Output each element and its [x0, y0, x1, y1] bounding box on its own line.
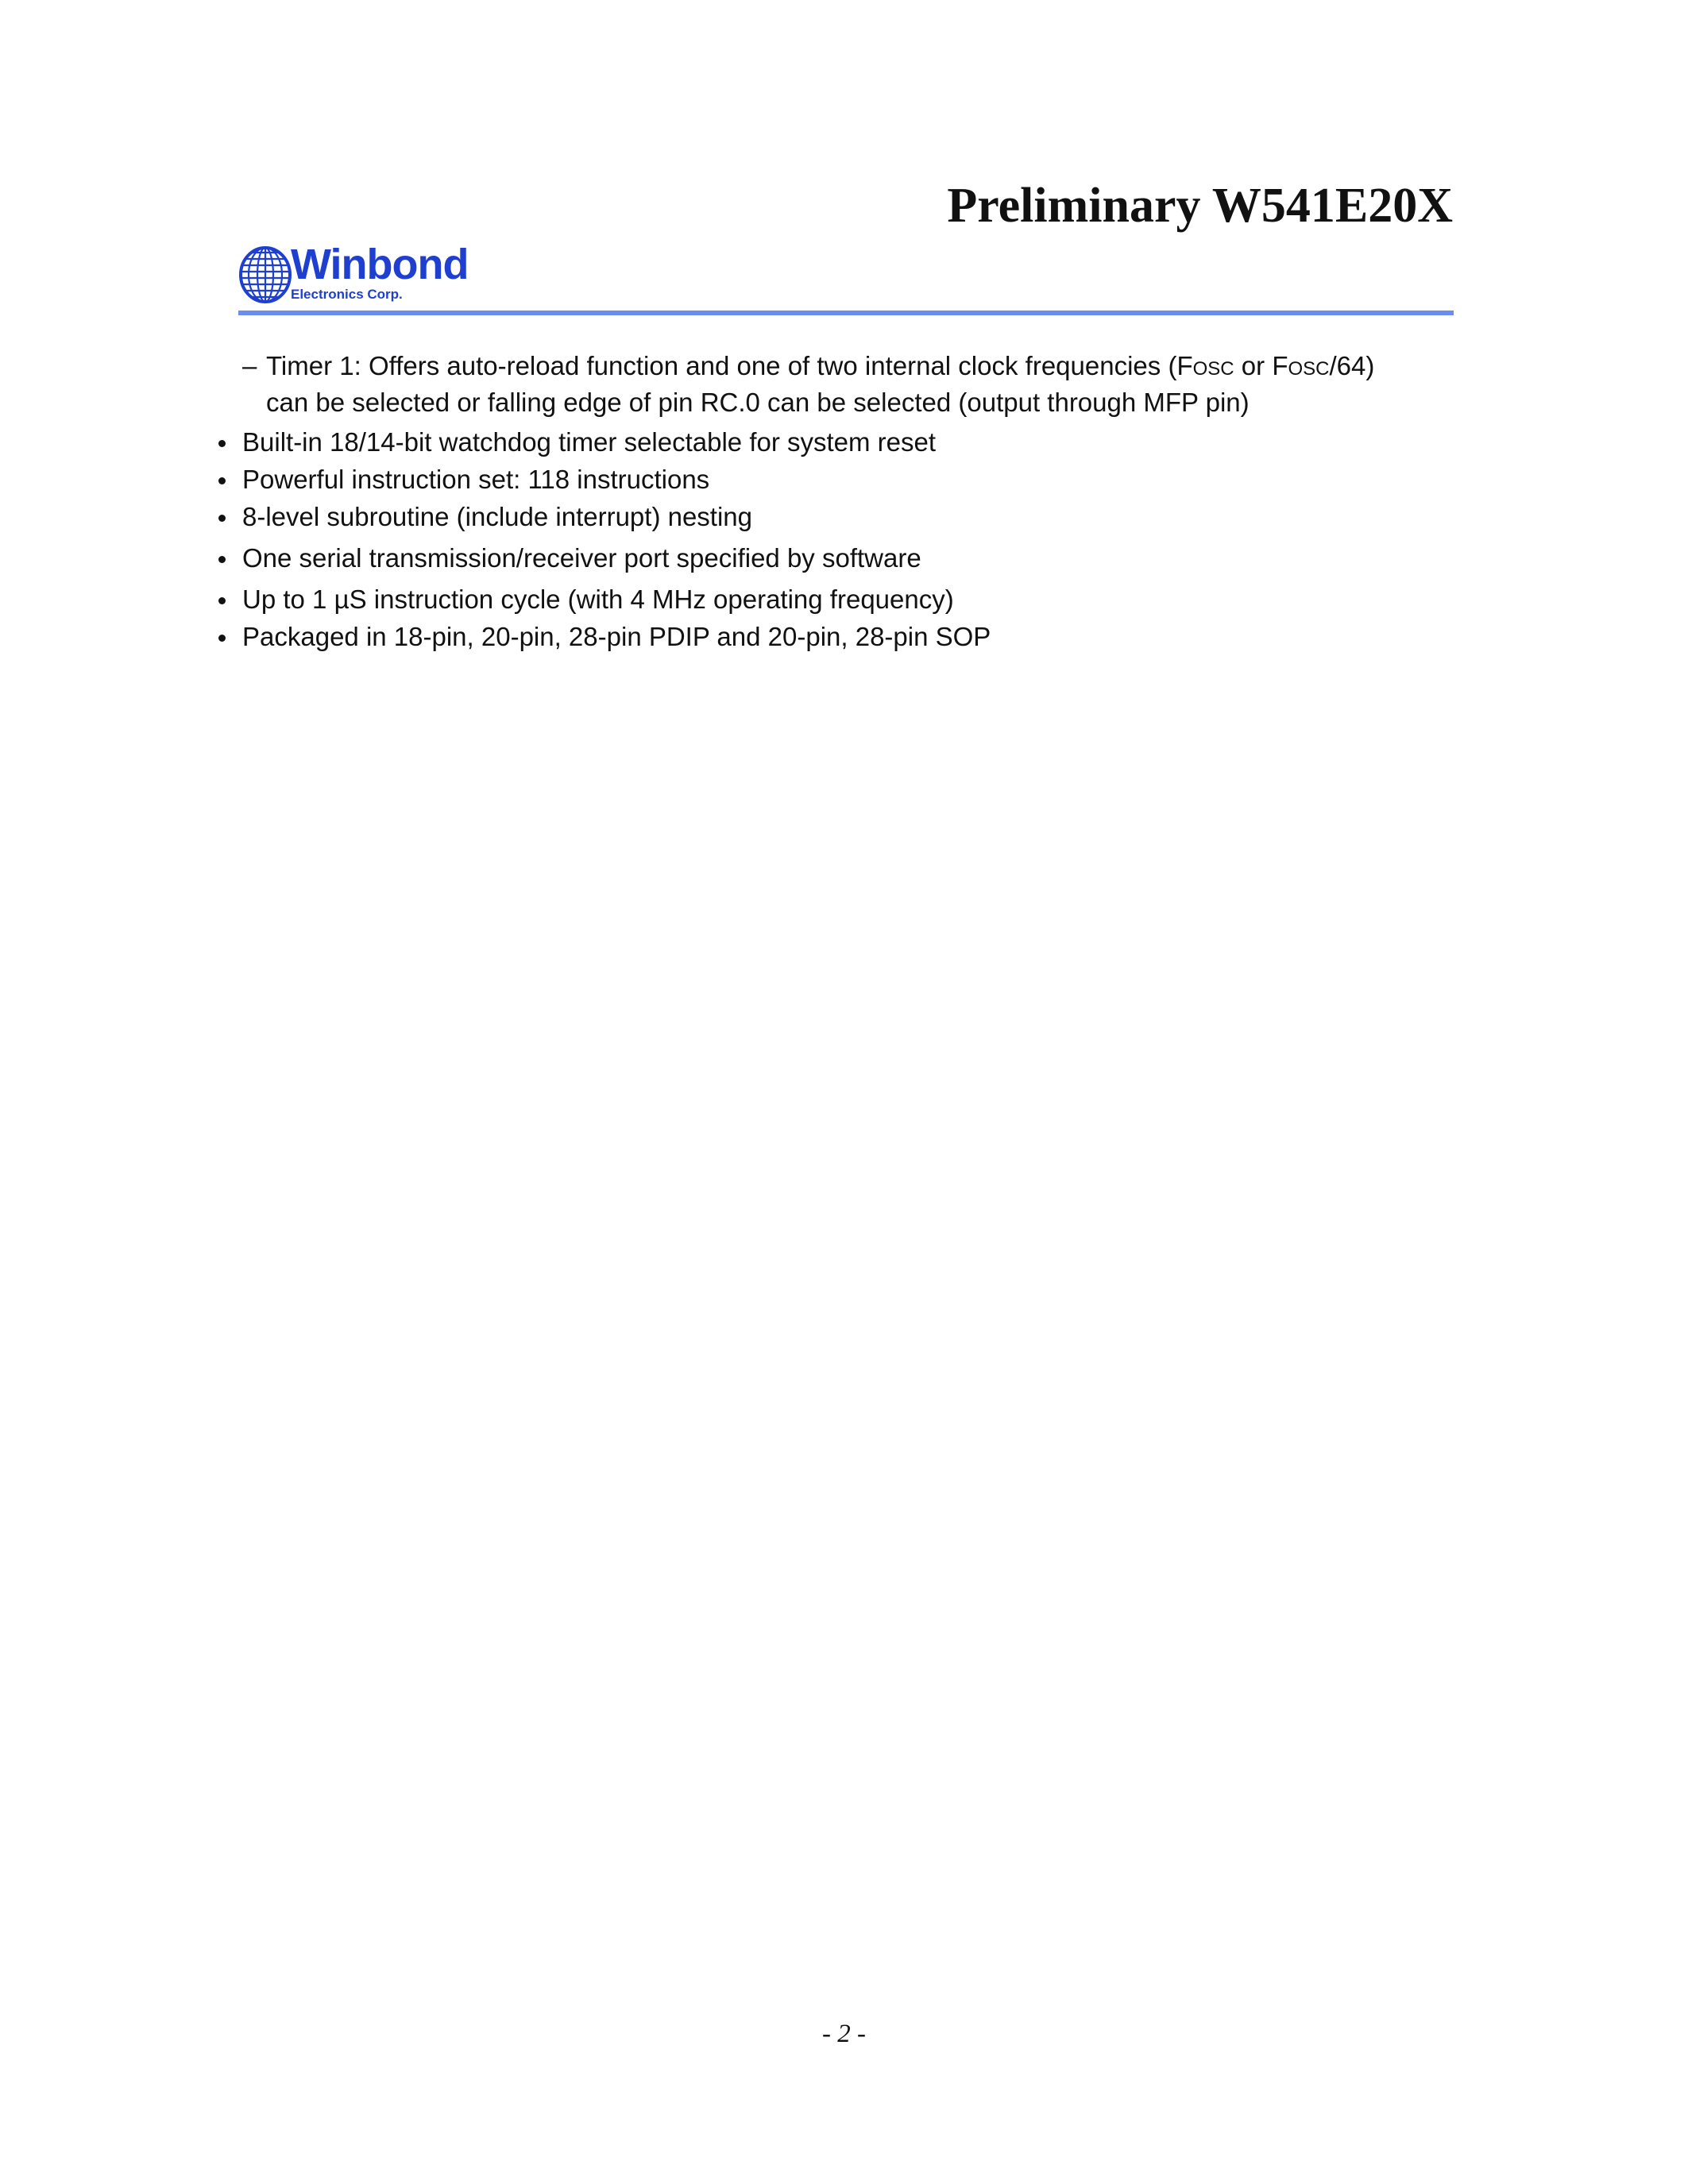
timer1-line-1: Timer 1: Offers auto-reload function and one of two internal clock frequencies (FOSC or FOSC/64) [266, 351, 1375, 380]
bullet-icon [218, 440, 226, 447]
dash-marker: – [242, 351, 257, 380]
header-divider [238, 311, 1454, 315]
bullet-icon [218, 556, 226, 563]
feature-list [218, 426, 1458, 654]
list-item: One serial transmission/receiver port specified by software [218, 542, 1458, 575]
document-title: Preliminary W541E20X [947, 179, 1453, 233]
bullet-icon [218, 515, 226, 522]
bullet-icon [218, 477, 226, 484]
globe-icon [238, 245, 294, 305]
bullet-icon [218, 635, 226, 642]
list-item: Built-in 18/14-bit watchdog timer selectable for system reset [218, 426, 1458, 459]
document-body [218, 349, 1458, 658]
winbond-logo [238, 241, 469, 308]
timer1-line-2: can be selected or falling edge of pin RC.0 can be selected (output through MFP pin) [266, 388, 1250, 417]
timer1-description [218, 349, 1458, 419]
list-item: Up to 1 µS instruction cycle (with 4 MHz operating frequency) [218, 583, 1458, 616]
list-item: Powerful instruction set: 118 instructions [218, 463, 1458, 496]
list-item: 8-level subroutine (include interrupt) nesting [218, 500, 1458, 534]
list-item: Packaged in 18-pin, 20-pin, 28-pin PDIP and 20-pin, 28-pin SOP [218, 620, 1458, 654]
bullet-icon [218, 597, 226, 604]
logo-tagline: Electronics Corp. [291, 287, 403, 302]
logo-wordmark: Winbond [291, 241, 469, 288]
page-number: - 2 - [822, 2020, 866, 2048]
